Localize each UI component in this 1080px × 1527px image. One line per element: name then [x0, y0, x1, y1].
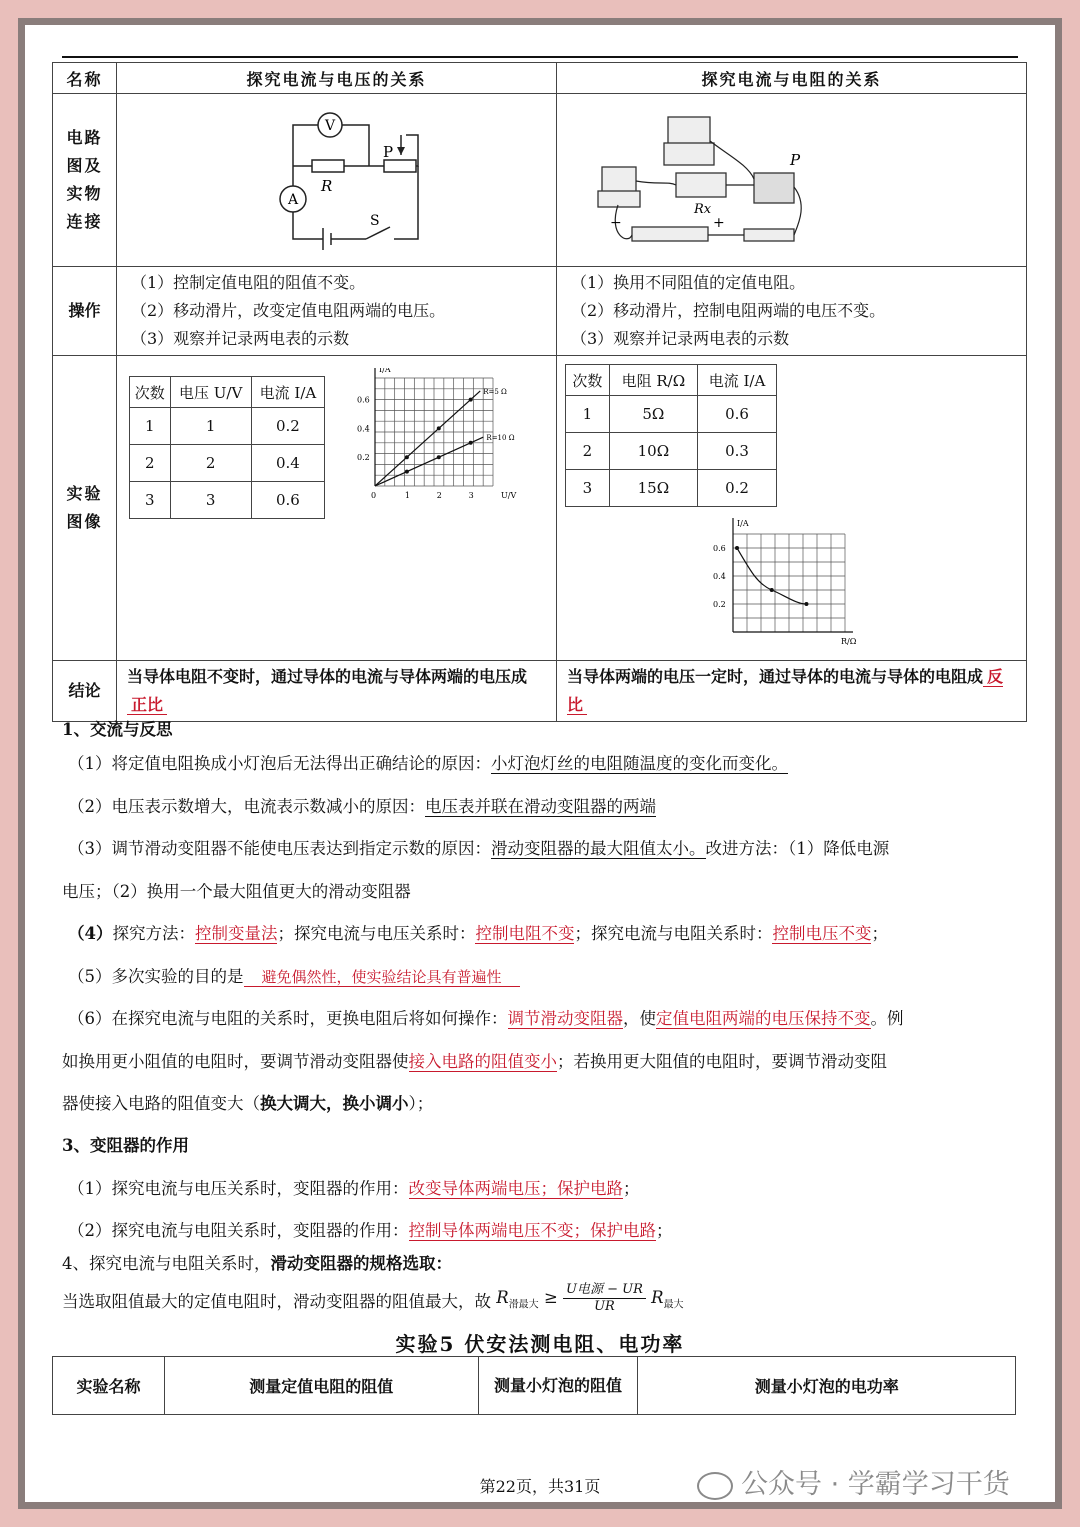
label-operations: 操作 [53, 267, 117, 356]
data-point [437, 455, 441, 459]
reflection-q6-line3: 器使接入电路的阻值变大（换大调大，换小调小）； [62, 1094, 434, 1113]
page-number: 第22页，共31页 [479, 1477, 601, 1496]
section4-text: 当选取阻值最大的定值电阻时，滑动变阻器的阻值最大，故 $R_{滑最大}$ ≥ U电源 − UR UR $R_{最大}$ [62, 1282, 684, 1314]
formula: $R_{滑最大}$ ≥ U电源 − UR UR $R_{最大}$ [496, 1282, 684, 1314]
chart-current-vs-resistance [697, 506, 877, 656]
y-tick-label: 0.2 [357, 453, 370, 463]
y-axis-label: I/A [379, 368, 391, 374]
reflection-q6: （6）在探究电流与电阻的关系时，更换电阻后将如何操作：调节滑动变阻器，使定值电阻两端的电压保持不变。例 [68, 1009, 904, 1028]
rheostat-q1: （1）探究电流与电压关系时，变阻器的作用：改变导体两端电压；保护电路； [68, 1179, 640, 1198]
operations-left: （1）控制定值电阻的阻值不变。 （2）移动滑片，改变定值电阻两端的电压。 （3）观察并记录两电表的示数 [117, 267, 557, 356]
section4-title: 4、探究电流与电阻关系时，滑动变阻器的规格选取： [62, 1254, 452, 1273]
y-axis-label: I/A [737, 519, 749, 528]
svg-text:P: P [383, 143, 394, 161]
conclusion-left: 当导体电阻不变时，通过导体的电流与导体两端的电压成正比 [117, 661, 557, 722]
svg-text:V: V [325, 118, 336, 134]
y-tick-label: 0.6 [357, 395, 370, 405]
exp5-header-resistor: 测量定值电阻的阻值 [164, 1357, 478, 1415]
experiment-left-cell [117, 356, 557, 661]
x-axis-label: R/Ω [841, 637, 857, 646]
watermark: 公众号 · 学霸学习干货 [697, 1462, 1010, 1501]
x-tick-label: 0 [371, 491, 377, 500]
chart-current-vs-voltage [353, 368, 553, 518]
physical-setup-cell [557, 94, 1027, 267]
experiment-right-cell [557, 356, 1027, 661]
series-line [375, 391, 480, 486]
header-col2: 探究电流与电阻的关系 [557, 63, 1027, 94]
exp5-header-lamp-resistance: 测量小灯泡的阻值 [478, 1357, 638, 1415]
svg-text:+: + [713, 215, 725, 231]
reflection-q1: （1）将定值电阻换成小灯泡后无法得出正确结论的原因：小灯泡灯丝的电阻随温度的变化而变化。 [68, 754, 788, 773]
wechat-icon [697, 1472, 733, 1500]
battery-device [632, 227, 708, 241]
y-tick-label: 0.4 [713, 572, 726, 581]
conclusion-right: 当导体两端的电压一定时，通过导体的电流与导体的电阻成 反比 [557, 661, 1027, 722]
switch-device [744, 229, 794, 241]
answer-proportional: 正比 [127, 695, 167, 715]
data-point [437, 426, 441, 430]
label-conclusion: 结论 [53, 661, 117, 722]
svg-text:R: R [321, 177, 333, 195]
data-table-voltage: 次数 电压 U/V 电流 I/A 1 1 0.2 2 2 0.4 3 3 0.6 [129, 376, 325, 519]
physical-setup-illustration [558, 95, 1028, 265]
svg-text:A: A [288, 192, 299, 208]
data-point [735, 546, 739, 550]
rheostat-p [384, 160, 416, 172]
operations-right: （1）换用不同阻值的定值电阻。 （2）移动滑片，控制电阻两端的电压不变。 （3）观察并记录两电表的示数 [557, 267, 1027, 356]
resistor-device [676, 173, 726, 197]
header-rule [62, 56, 1018, 58]
exp5-header-name: 实验名称 [53, 1357, 165, 1415]
data-point [405, 455, 409, 459]
circuit-diagram [118, 95, 558, 265]
experiment-table [52, 62, 1027, 722]
svg-text:S: S [370, 213, 380, 229]
data-point [469, 441, 473, 445]
y-tick-label: 0.2 [713, 600, 726, 609]
series-label: R=10 Ω [486, 434, 515, 443]
data-point [405, 470, 409, 474]
y-tick-label: 0.6 [713, 544, 726, 553]
answer-inverse: 反比 [567, 667, 1004, 714]
data-point [770, 588, 774, 592]
rheostat-q2: （2）探究电流与电阻关系时，变阻器的作用：控制导体两端电压不变；保护电路； [68, 1221, 673, 1240]
header-name: 名称 [53, 63, 117, 94]
resistor-r [312, 160, 344, 172]
x-tick-label: 1 [404, 491, 410, 500]
section1-title: 1、交流与反思 [62, 720, 173, 739]
data-table-resistance: 次数 电阻 R/Ω 电流 I/A 1 5Ω 0.6 2 10Ω 0.3 3 15Ω 0.2 [565, 364, 777, 507]
reflection-q4: （4）探究方法：控制变量法；探究电流与电压关系时：控制电阻不变；探究电流与电阻关系时：控制电压不变； [68, 924, 888, 943]
reflection-q3-line2: 电压；（2）换用一个最大阻值更大的滑动变阻器 [62, 882, 411, 901]
label-experiment-graph: 实验图像 [53, 356, 117, 661]
svg-text:−: − [610, 215, 622, 231]
y-tick-label: 0.4 [357, 424, 370, 434]
x-tick-label: 2 [436, 491, 442, 500]
x-tick-label: 3 [468, 491, 474, 500]
reflection-q3: （3）调节滑动变阻器不能使电压表达到指定示数的原因：滑动变阻器的最大阻值太小。改进方法：（1）降低电源 [68, 839, 890, 858]
label-circuit: 电路图及实物连接 [53, 94, 117, 267]
data-point [469, 398, 473, 402]
reflection-q6-line2: 如换用更小阻值的电阻时，要调节滑动变阻器使接入电路的阻值变小；若换用更大阻值的电阻时，要调节滑动变阻 [62, 1052, 887, 1071]
circuit-diagram-cell [117, 94, 557, 267]
reflection-q2: （2）电压表示数增大，电流表示数减小的原因：电压表并联在滑动变阻器的两端 [68, 797, 656, 816]
section3-title: 3、变阻器的作用 [62, 1136, 189, 1155]
rheostat-device [754, 173, 794, 203]
series-label: R=5 Ω [483, 387, 507, 396]
reflection-q5: （5）多次实验的目的是 避免偶然性，使实验结论具有普遍性 [68, 963, 520, 987]
data-point [804, 602, 808, 606]
svg-text:P: P [790, 151, 801, 169]
experiment5-title: 实验5 伏安法测电阻、电功率 [395, 1332, 685, 1356]
experiment5-table [52, 1356, 1016, 1415]
header-col1: 探究电流与电压的关系 [117, 63, 557, 94]
svg-text:Rx: Rx [694, 202, 712, 217]
x-axis-label: U/V [501, 491, 517, 500]
series-line [375, 437, 483, 486]
exp5-header-lamp-power: 测量小灯泡的电功率 [638, 1357, 1016, 1415]
